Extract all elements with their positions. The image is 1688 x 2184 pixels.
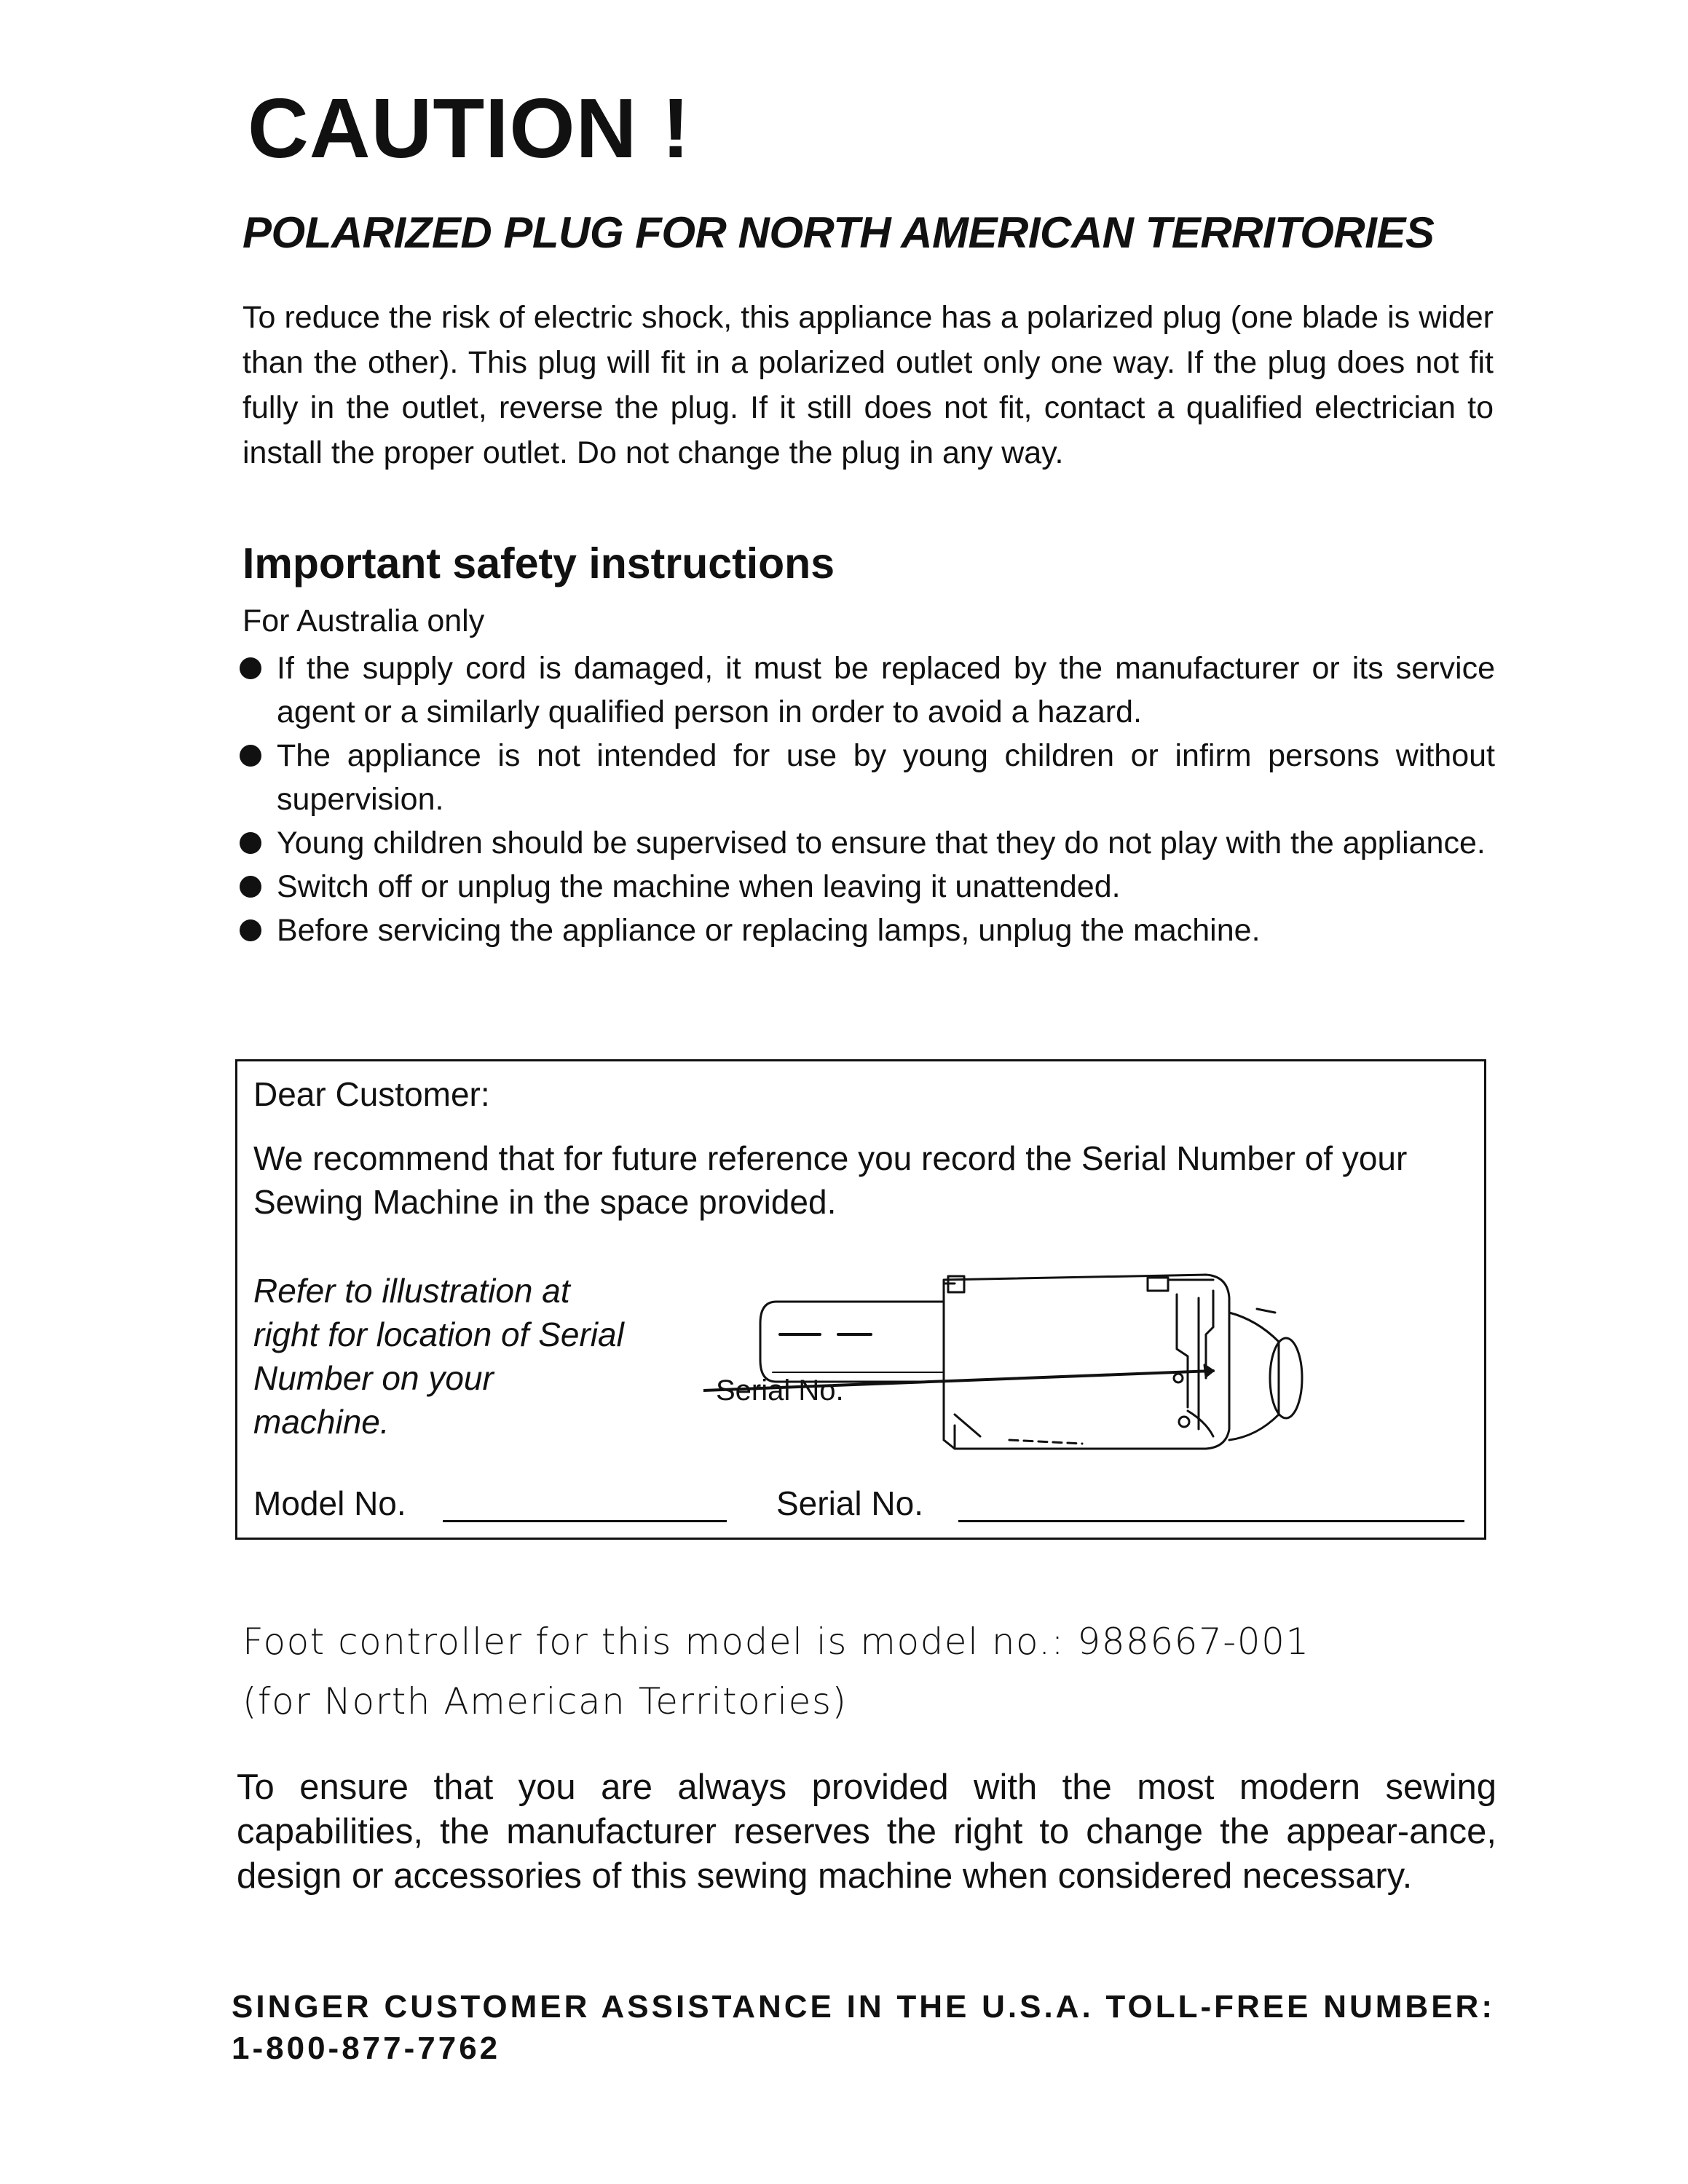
record-instruction: We recommend that for future reference you record the Serial Number of your Sewing Machine in the space provided. bbox=[253, 1139, 1408, 1221]
bullet-icon bbox=[240, 876, 261, 898]
list-item-text: If the supply cord is damaged, it must be replaced by the manufacturer or its service agent or a similarly qualified person in order to avoid a hazard. bbox=[277, 651, 1495, 729]
illustration-note: Refer to illustration at right for location of Serial Number on your machine. bbox=[253, 1272, 624, 1441]
customer-assistance-number: SINGER CUSTOMER ASSISTANCE IN THE U.S.A. TOLL-FREE NUMBER: 1-800-877-7762 bbox=[232, 1989, 1495, 2066]
bullet-icon bbox=[240, 745, 261, 767]
australia-note: For Australia only bbox=[242, 604, 485, 638]
serial-number-field[interactable] bbox=[958, 1520, 1464, 1522]
serial-number-label: Serial No. bbox=[776, 1484, 923, 1522]
list-item bbox=[237, 821, 1495, 865]
safety-heading: Important safety instructions bbox=[242, 539, 835, 587]
bullet-icon bbox=[240, 919, 261, 941]
polarized-plug-paragraph: To reduce the risk of electric shock, this appliance has a polarized plug (one blade is wider than the other). This plug will fit in a polarized outlet only one way. If the plug does not fit fully in the outlet, reverse the plug. If it still does not fit, contact a qualified electrician to install the proper outlet. Do not change the plug in any way. bbox=[242, 300, 1494, 470]
safety-list bbox=[237, 646, 1495, 952]
model-number-label: Model No. bbox=[253, 1484, 406, 1522]
model-number-field[interactable] bbox=[443, 1520, 727, 1522]
polarized-plug-subtitle: POLARIZED PLUG FOR NORTH AMERICAN TERRITORIES bbox=[242, 208, 1435, 257]
sewing-machine-illustration bbox=[703, 1240, 1461, 1458]
list-item-text: Switch off or unplug the machine when leaving it unattended. bbox=[277, 869, 1121, 904]
bullet-icon bbox=[240, 832, 261, 854]
list-item-text: Young children should be supervised to ensure that they do not play with the appliance. bbox=[277, 826, 1486, 860]
customer-record-box bbox=[235, 1059, 1486, 1540]
list-item bbox=[237, 909, 1495, 952]
list-item-text: The appliance is not intended for use by young children or infirm persons without supervision. bbox=[277, 738, 1495, 817]
list-item bbox=[237, 646, 1495, 734]
list-item bbox=[237, 865, 1495, 909]
diagram-serial-label: Serial No. bbox=[716, 1374, 844, 1406]
list-item-text: Before servicing the appliance or replacing lamps, unplug the machine. bbox=[277, 913, 1261, 948]
foot-controller-territory: (for North American Territories) bbox=[242, 1680, 848, 1722]
foot-controller-model: Foot controller for this model is model no.: 988667-001 bbox=[242, 1621, 1310, 1663]
caution-title: CAUTION ! bbox=[248, 81, 691, 175]
list-item bbox=[237, 734, 1495, 821]
bullet-icon bbox=[240, 657, 261, 679]
manufacturer-rights-paragraph: To ensure that you are always provided with the most modern sewing capabilities, the manufacturer reserves the right to change the appear-ance, design or accessories of this sewing machine when considered necessary. bbox=[237, 1768, 1496, 1896]
greeting: Dear Customer: bbox=[253, 1075, 490, 1113]
